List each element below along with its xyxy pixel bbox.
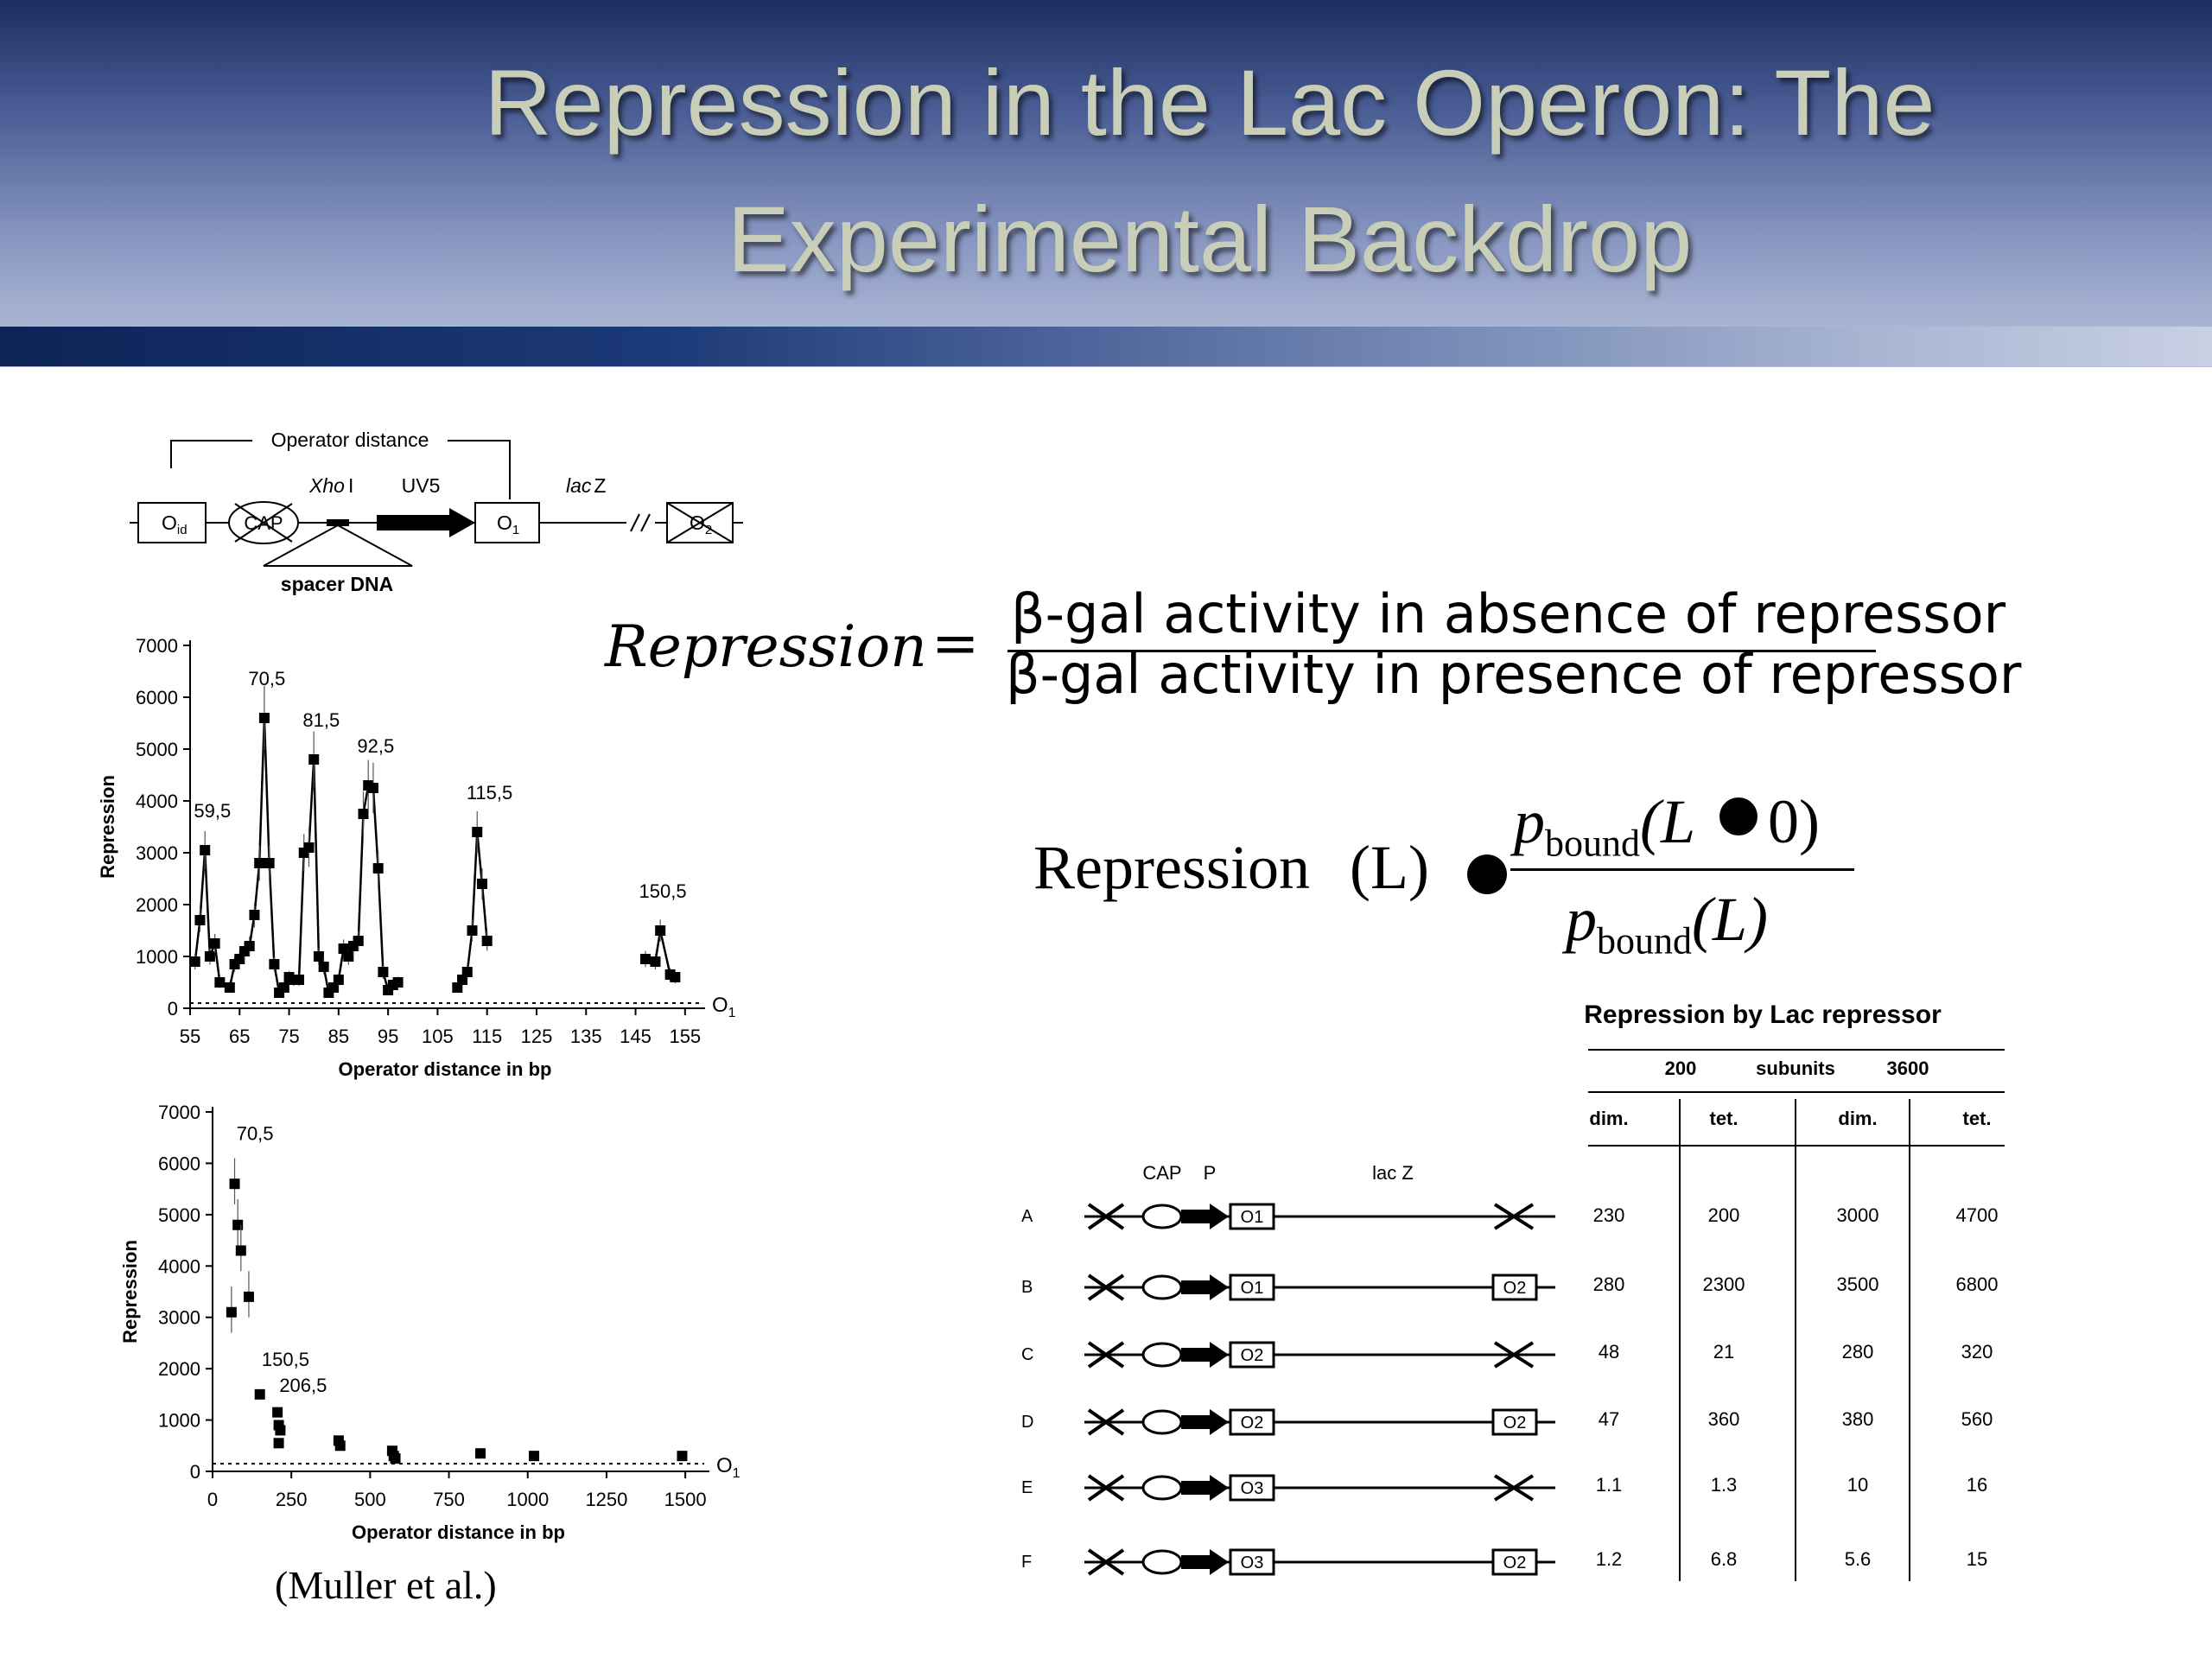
y-tick-label: 1000: [158, 1409, 200, 1432]
promoter-arrow: [1181, 1274, 1229, 1300]
operator1-label: O3: [1240, 1479, 1264, 1498]
cap-site: [1143, 1205, 1181, 1228]
data-point: [294, 975, 304, 985]
table-cell: 230: [1592, 1204, 1625, 1226]
data-point: [670, 972, 680, 982]
repression-table: [1573, 994, 2022, 1598]
table-cell: 21: [1713, 1341, 1735, 1363]
table-cell: 200: [1707, 1204, 1740, 1226]
peak-label: 92,5: [357, 735, 395, 757]
table-cell: 4700: [1955, 1204, 1999, 1226]
x-tick-label: 500: [354, 1489, 386, 1510]
y-axis-label: Repression: [97, 775, 118, 879]
table-cell: 47: [1598, 1408, 1620, 1430]
formula2-lhs: Repression: [1033, 833, 1310, 902]
x-tick-label: 155: [669, 1026, 702, 1047]
column-header: dim.: [1589, 1108, 1629, 1129]
x-tick-label: 1000: [506, 1489, 550, 1510]
x-tick-label: 65: [229, 1026, 251, 1047]
peak-label: 115,5: [466, 782, 513, 804]
y-tick-label: 3000: [136, 842, 178, 864]
num-bullet-icon: [1719, 797, 1758, 835]
operator1-label: O2: [1240, 1413, 1264, 1432]
data-point: [214, 977, 225, 988]
data-point: [225, 982, 235, 993]
formula-numerator: β-gal activity in absence of repressor: [1011, 582, 2006, 645]
promoter-arrow: [1181, 1342, 1229, 1368]
y-tick-label: 4000: [158, 1255, 200, 1278]
peak-label: 81,5: [302, 709, 340, 731]
data-point: [249, 910, 259, 920]
p-subscript: bound: [1545, 822, 1640, 865]
y-tick-label: 7000: [136, 635, 178, 657]
operator2-label: O2: [1503, 1279, 1527, 1298]
title-banner-stripe: [0, 327, 2212, 366]
p-subscript: bound: [1597, 919, 1692, 962]
cap-site: [1143, 1411, 1181, 1433]
formula2-bullet-icon: [1467, 854, 1507, 894]
data-point: [255, 1389, 265, 1400]
lacz-label: lac Z: [566, 474, 607, 497]
row-label: C: [1021, 1345, 1034, 1364]
table-cell: 15: [1966, 1548, 1988, 1570]
operator1-label: O1: [1240, 1208, 1264, 1227]
data-point: [462, 967, 473, 977]
xhoi-label: Xho I: [309, 474, 354, 497]
y-tick-label: 2000: [136, 894, 178, 916]
cap-label: CAP: [244, 512, 283, 534]
data-point: [677, 1451, 687, 1461]
operator2-label: O2: [1503, 1553, 1527, 1572]
point-label: 70,5: [236, 1122, 274, 1145]
data-point: [482, 936, 493, 946]
data-point: [655, 925, 665, 936]
peak-label: 70,5: [248, 668, 286, 689]
o1-baseline-label: $O_1$: [716, 1454, 741, 1482]
x-axis-label: Operator distance in bp: [338, 1058, 552, 1080]
column-header: tet.: [1962, 1108, 1992, 1129]
table-cell: 280: [1592, 1274, 1625, 1295]
data-point: [393, 977, 404, 988]
row-label: D: [1021, 1413, 1034, 1432]
o1-label: $O_1$: [497, 511, 520, 537]
y-tick-label: 6000: [158, 1153, 200, 1175]
y-tick-label: 2000: [158, 1358, 200, 1381]
x-tick-label: 1250: [585, 1489, 628, 1510]
repression-pbound-formula: [1028, 782, 1892, 972]
cap-site: [1143, 1477, 1181, 1499]
data-point: [358, 809, 368, 819]
table-title: Repression by Lac repressor: [1584, 1001, 1942, 1029]
table-cell: 6800: [1955, 1274, 1999, 1295]
num-arg-close: 0): [1768, 787, 1821, 856]
data-point: [303, 842, 314, 853]
data-point: [477, 879, 487, 889]
row-label: B: [1021, 1278, 1033, 1297]
data-point: [279, 982, 289, 993]
peak-label: 59,5: [194, 800, 232, 822]
p-symbol: p: [1514, 787, 1545, 856]
group-header-left: 200: [1664, 1058, 1697, 1079]
bracket-left: [171, 441, 252, 468]
den-arg: (L): [1692, 885, 1768, 954]
formula2-denominator: [1566, 884, 1768, 962]
table-cell: 560: [1961, 1408, 1993, 1430]
x-tick-label: 135: [569, 1026, 602, 1047]
operator-constructs: [1002, 1158, 1573, 1590]
x-tick-label: 145: [620, 1026, 652, 1047]
break-mark: [641, 514, 650, 531]
num-arg-open: (L: [1640, 787, 1696, 856]
data-point: [274, 1438, 284, 1448]
data-point: [244, 1292, 254, 1302]
x-tick-label: 0: [207, 1489, 219, 1510]
row-label: F: [1021, 1553, 1033, 1572]
citation: (Muller et al.): [275, 1563, 497, 1607]
cap-site: [1143, 1551, 1181, 1573]
o1-baseline-label: $O_1$: [712, 994, 736, 1020]
series-line: [457, 832, 486, 988]
formula2-fraction-bar: [1510, 868, 1854, 871]
data-point: [236, 1245, 246, 1255]
x-tick-label: 105: [422, 1026, 454, 1047]
data-point: [373, 863, 384, 873]
data-point: [190, 956, 200, 967]
uv5-promoter-arrow: [377, 508, 475, 537]
data-point: [343, 951, 353, 962]
column-header: dim.: [1838, 1108, 1878, 1129]
slide-title-line-2: Experimental Backdrop: [727, 187, 1693, 291]
slide-title-line-1: Repression in the Lac Operon: The: [484, 50, 1936, 155]
y-tick-label: 3000: [158, 1306, 200, 1329]
x-tick-label: 55: [179, 1026, 201, 1047]
data-point: [467, 925, 478, 936]
operator-construct-schematic: [121, 423, 760, 605]
data-point: [200, 845, 210, 855]
repression-vs-distance-chart-long: [95, 1093, 752, 1555]
table-cell: 1.1: [1595, 1474, 1623, 1496]
data-point: [391, 1453, 401, 1464]
operator2-label: O2: [1503, 1413, 1527, 1432]
group-header-right: 3600: [1886, 1058, 1929, 1079]
operator-distance-label: Operator distance: [270, 429, 429, 451]
data-point: [314, 951, 324, 962]
cap-site: [1143, 1276, 1181, 1299]
table-cell: 1.3: [1710, 1474, 1738, 1496]
table-cell: 320: [1961, 1341, 1993, 1363]
operator1-label: O1: [1240, 1279, 1264, 1298]
x-tick-label: 125: [520, 1026, 553, 1047]
data-point: [210, 938, 220, 949]
break-mark: [631, 514, 639, 531]
slide-title: [285, 35, 2134, 308]
o2-label: $O_2$: [690, 511, 713, 537]
table-cell: 48: [1598, 1341, 1620, 1363]
data-point: [640, 954, 651, 964]
table-cell: 2300: [1702, 1274, 1745, 1295]
table-cell: 380: [1841, 1408, 1874, 1430]
y-tick-label: 0: [189, 1461, 200, 1483]
formula-denominator: β-gal activity in presence of repressor: [1006, 643, 2022, 706]
data-point: [226, 1307, 237, 1318]
x-tick-label: 85: [327, 1026, 350, 1047]
data-point: [205, 951, 215, 962]
data-point: [650, 956, 660, 967]
table-cell: 1.2: [1595, 1548, 1623, 1570]
formula2-arg: (L): [1350, 833, 1429, 902]
oid-label: $O_{id}$: [162, 511, 188, 537]
data-point: [264, 858, 275, 868]
x-tick-label: 1500: [664, 1489, 707, 1510]
data-point: [194, 915, 205, 925]
row-label: A: [1021, 1207, 1033, 1226]
data-point: [319, 962, 329, 972]
peak-label: 150,5: [639, 880, 687, 902]
data-point: [378, 967, 388, 977]
series-line: [195, 718, 398, 993]
formula2-numerator: [1514, 786, 1820, 865]
y-tick-label: 4000: [136, 791, 178, 812]
cap-site: [1143, 1344, 1181, 1366]
data-point: [275, 1425, 285, 1435]
bracket-right: [448, 441, 510, 499]
x-tick-label: 115: [472, 1026, 503, 1047]
cap-header: CAP: [1142, 1162, 1182, 1184]
p-symbol: p: [1566, 885, 1597, 954]
lacz-header: lac Z: [1372, 1162, 1414, 1184]
p-header: P: [1203, 1162, 1217, 1184]
x-axis-label: Operator distance in bp: [352, 1521, 565, 1543]
group-header-mid: subunits: [1756, 1058, 1835, 1079]
y-tick-label: 0: [167, 998, 178, 1020]
promoter-arrow: [1181, 1409, 1229, 1435]
table-cell: 360: [1707, 1408, 1740, 1430]
formula-lhs: Repression: [605, 613, 927, 680]
data-point: [335, 1440, 346, 1451]
y-tick-label: 5000: [136, 739, 178, 760]
uv5-label: UV5: [401, 474, 441, 497]
promoter-arrow: [1181, 1204, 1229, 1229]
data-point: [353, 936, 364, 946]
data-point: [254, 858, 264, 868]
column-header: tet.: [1709, 1108, 1738, 1129]
promoter-arrow: [1181, 1549, 1229, 1575]
table-cell: 3000: [1836, 1204, 1879, 1226]
y-axis-label: Repression: [119, 1240, 141, 1344]
data-point: [259, 713, 270, 723]
table-cell: 16: [1966, 1474, 1988, 1496]
data-point: [308, 754, 319, 765]
row-label: E: [1021, 1478, 1033, 1497]
table-cell: 6.8: [1710, 1548, 1738, 1570]
data-point: [245, 941, 255, 951]
spacer-dna-label: spacer DNA: [280, 573, 394, 595]
data-point: [529, 1451, 539, 1461]
operator1-label: O2: [1240, 1346, 1264, 1365]
promoter-arrow: [1181, 1475, 1229, 1501]
data-point: [475, 1448, 486, 1458]
table-cell: 10: [1847, 1474, 1869, 1496]
operator1-label: O3: [1240, 1553, 1264, 1572]
data-point: [472, 827, 482, 837]
repression-definition-formula: [605, 581, 2143, 719]
point-label: 150,5: [261, 1349, 309, 1371]
data-point: [272, 1407, 283, 1418]
x-tick-label: 75: [278, 1026, 300, 1047]
data-point: [269, 959, 279, 969]
table-cell: 3500: [1836, 1274, 1879, 1295]
data-point: [368, 783, 378, 793]
y-tick-label: 5000: [158, 1204, 200, 1226]
formula-equals: =: [931, 610, 980, 677]
data-point: [334, 975, 344, 985]
x-tick-label: 95: [377, 1026, 399, 1047]
x-tick-label: 250: [275, 1489, 308, 1510]
y-tick-label: 7000: [158, 1102, 200, 1123]
y-tick-label: 1000: [136, 946, 178, 968]
y-tick-label: 6000: [136, 687, 178, 708]
table-cell: 280: [1841, 1341, 1874, 1363]
x-tick-label: 750: [433, 1489, 465, 1510]
table-cell: 5.6: [1844, 1548, 1872, 1570]
point-label: 206,5: [279, 1374, 327, 1396]
data-point: [230, 1178, 240, 1189]
